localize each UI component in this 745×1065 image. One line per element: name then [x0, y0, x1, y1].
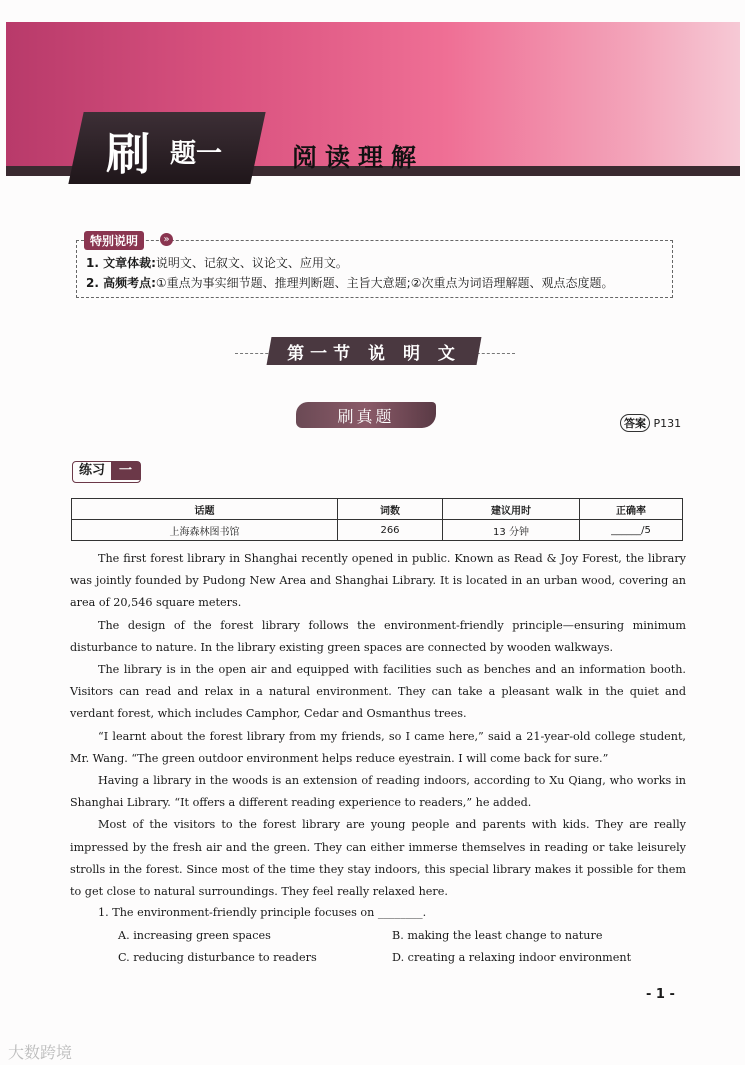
- special-note-label: 特别说明: [84, 231, 144, 250]
- chapter-title: 阅读理解: [292, 143, 425, 172]
- section-title: 第一节 说 明 文: [287, 344, 461, 364]
- note-line-1: [86, 254, 348, 271]
- chevron-right-icon: »: [160, 233, 173, 246]
- table-row: [72, 520, 683, 541]
- passage-paragraph: Having a library in the woods is an extension of reading indoors, according to Xu Qiang, who works in Shanghai Library. “It offers a different reading experience to readers,” he added.: [70, 774, 686, 810]
- option-b: B. making the least change to nature: [392, 929, 603, 942]
- passage-paragraph: The library is in the open air and equipped with facilities such as benches and an information booth. Visitors can read and relax in a natural environment. They can take a pleasant walk in the quiet and verdant forest, which includes Camphor, Cedar and Osmanthus trees.: [70, 663, 686, 721]
- chapter-tag-block: [68, 112, 265, 184]
- info-table: [71, 498, 683, 541]
- passage-paragraph: The first forest library in Shanghai recently opened in public. Known as Read & Joy Forest, the library was jointly founded by Pudong New Area and Shanghai Library. It is located in an urban wood, covering an area of 20,546 square meters.: [70, 552, 686, 610]
- section-heading: [235, 334, 515, 374]
- option-d: D. creating a relaxing indoor environment: [392, 951, 632, 964]
- note-line-2-key: 2. 高频考点:: [86, 276, 156, 290]
- question-stem: 1. The environment-friendly principle focuses on ________.: [98, 906, 427, 919]
- chapter-tag-sub: 题一: [170, 139, 223, 169]
- chapter-tag-main: 刷: [106, 129, 152, 180]
- answer-page: P131: [653, 417, 682, 430]
- note-line-1-key: 1. 文章体裁:: [86, 256, 156, 270]
- table-cell-time: 13 分钟: [443, 520, 580, 541]
- passage: [70, 548, 686, 903]
- practice-label-text: 练习: [79, 463, 106, 478]
- table-cell-accuracy: ______/5: [580, 520, 683, 541]
- passage-paragraph: The design of the forest library follows the environment-friendly principle—ensuring minimum disturbance to nature. In the library existing green spaces are connected by wooden walkways.: [70, 618, 686, 654]
- passage-paragraph: “I learnt about the forest library from my friends, so I came here,” said a 21-year-old college student, Mr. Wang. “The green outdoor environment helps reduce eyestrain. I will come back for sure.”: [70, 729, 686, 765]
- option-c: C. reducing disturbance to readers: [118, 951, 317, 964]
- table-cell-topic: 上海森林图书馆: [72, 520, 338, 541]
- table-header: 话题: [72, 499, 338, 520]
- practice-label: [72, 461, 141, 483]
- table-header: 建议用时: [443, 499, 580, 520]
- passage-paragraph: Most of the visitors to the forest library are young people and parents with kids. They are really impressed by the fresh air and the green. They can either immerse themselves in reading or take leisurely strolls in the forest. Since most of the time they stay indoors, this special library makes it possible for them to get close to natural surroundings. They feel really relaxed here.: [70, 818, 686, 899]
- watermark: 大数跨境: [8, 1043, 73, 1062]
- note-line-2: [86, 274, 613, 291]
- note-line-1-value: 说明文、记叙文、议论文、应用文。: [155, 256, 348, 270]
- answer-reference: [620, 414, 681, 432]
- table-cell-words: 266: [338, 520, 443, 541]
- table-header-row: [72, 499, 683, 520]
- practice-number: 一: [111, 462, 140, 480]
- table-header: 正确率: [580, 499, 683, 520]
- page-number: - 1 -: [646, 987, 675, 1002]
- answer-circle-label: 答案: [620, 414, 650, 432]
- subsection-title: 刷真题: [337, 407, 395, 426]
- option-a: A. increasing green spaces: [118, 929, 271, 942]
- note-line-2-value: ①重点为事实细节题、推理判断题、主旨大意题;②次重点为词语理解题、观点态度题。: [155, 276, 614, 290]
- table-header: 词数: [338, 499, 443, 520]
